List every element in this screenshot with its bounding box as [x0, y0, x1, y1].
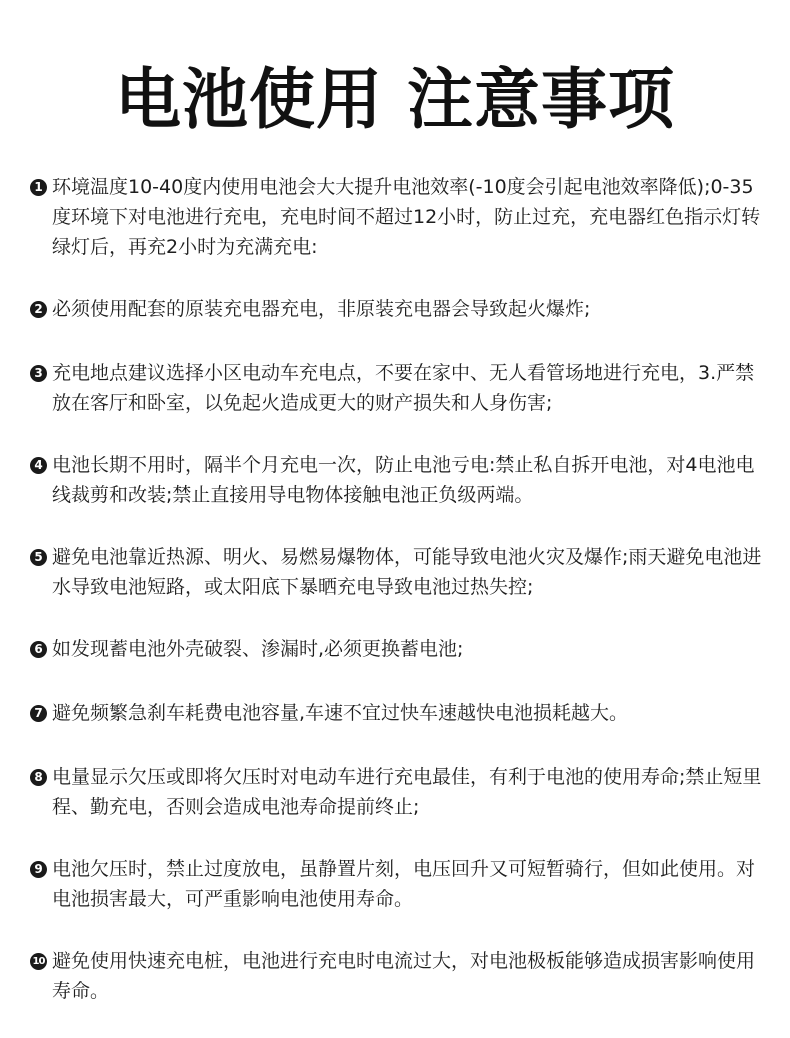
notice-text: 环境温度10-40度内使用电池会大大提升电池效率(-10度会引起电池效率降低);0-35度环境下对电池进行充电，充电时间不超过12小时，防止过充，充电器红色指示灯转绿灯后，再充2小时为充满充电: [52, 176, 761, 258]
notice-text: 如发现蓄电池外壳破裂、渗漏时,必须更换蓄电池; [52, 638, 464, 660]
notice-item-7 [30, 698, 770, 728]
notice-text: 充电地点建议选择小区电动车充电点，不要在家中、无人看管场地进行充电，3.严禁放在客厅和卧室，以免起火造成更大的财产损失和人身伤害; [52, 362, 755, 414]
number-badge-icon: 1 [30, 179, 47, 196]
notice-item-3 [30, 358, 770, 418]
notice-text: 电池长期不用时，隔半个月充电一次，防止电池亏电:禁止私自拆开电池，对4电池电线裁剪和改装;禁止直接用导电物体接触电池正负级两端。 [52, 454, 755, 506]
notice-text: 避免使用快速充电桩，电池进行充电时电流过大，对电池极板能够造成损害影响使用寿命。 [52, 950, 756, 1002]
notice-item-5 [30, 542, 770, 602]
notice-item-2 [30, 294, 770, 324]
notice-list [30, 172, 770, 1038]
number-badge-icon: 5 [30, 549, 47, 566]
notice-text: 电量显示欠压或即将欠压时对电动车进行充电最佳，有利于电池的使用寿命;禁止短里程、勤充电，否则会造成电池寿命提前终止; [52, 766, 762, 818]
number-badge-icon: 8 [30, 769, 47, 786]
number-badge-icon: 9 [30, 861, 47, 878]
notice-item-9 [30, 854, 770, 914]
notice-item-1 [30, 172, 770, 262]
number-badge-icon: 4 [30, 457, 47, 474]
notice-text: 必须使用配套的原装充电器充电，非原装充电器会导致起火爆炸; [52, 298, 591, 320]
number-badge-icon: 3 [30, 365, 47, 382]
number-badge-icon: 6 [30, 641, 47, 658]
notice-text: 电池欠压时，禁止过度放电，虽静置片刻，电压回升又可短暂骑行，但如此使用。对电池损害最大，可严重影响电池使用寿命。 [52, 858, 756, 910]
notice-item-4 [30, 450, 770, 510]
number-badge-icon: 7 [30, 705, 47, 722]
number-badge-icon: 10 [30, 953, 47, 970]
notice-item-10 [30, 946, 770, 1006]
notice-item-8 [30, 762, 770, 822]
number-badge-icon: 2 [30, 301, 47, 318]
notice-text: 避免频繁急刹车耗费电池容量,车速不宜过快车速越快电池损耗越大。 [52, 702, 629, 724]
notice-text: 避免电池靠近热源、明火、易燃易爆物体，可能导致电池火灾及爆作;雨天避免电池进水导致电池短路，或太阳底下暴晒充电导致电池过热失控; [52, 546, 762, 598]
page-title: 电池使用 注意事项 [115, 61, 675, 138]
notice-item-6 [30, 634, 770, 664]
